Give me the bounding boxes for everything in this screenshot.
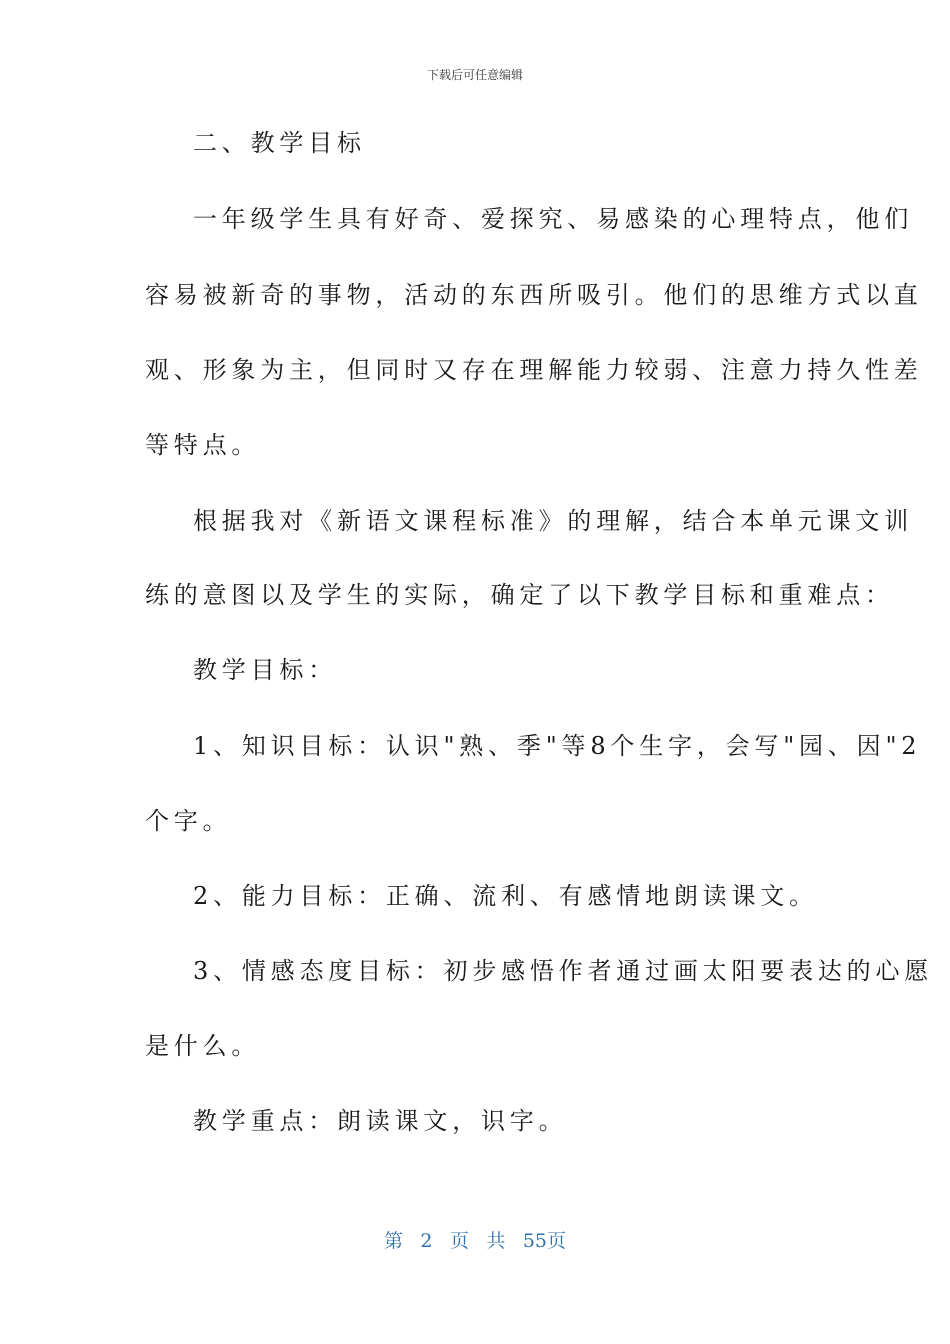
paragraph-line: 观、形象为主，但同时又存在理解能力较弱、注意力持久性差 [145,356,923,384]
page-header-note: 下载后可任意编辑 [426,68,523,82]
paragraph-line: 个字。 [145,807,232,835]
section-heading: 二、教学目标 [193,129,366,157]
paragraph-line: 练的意图以及学生的实际，确定了以下教学目标和重难点： [145,581,894,609]
paragraph-line: 容易被新奇的事物，活动的东西所吸引。他们的思维方式以直 [145,281,923,309]
paragraph-line: 等特点。 [145,431,261,459]
paragraph-line: 是什么。 [145,1032,261,1060]
page-footer-pagination: 第 2 页 共 55页 [383,1230,567,1252]
paragraph-line: 教学重点：朗读课文，识字。 [193,1107,568,1135]
list-item: 2、能力目标：正确、流利、有感情地朗读课文。 [193,882,818,910]
list-item: 3、情感态度目标：初步感悟作者通过画太阳要表达的心愿 [193,957,934,985]
subheading-line: 教学目标： [193,656,337,684]
paragraph-line: 根据我对《新语文课程标准》的理解，结合本单元课文训 [193,507,913,535]
paragraph-line: 一年级学生具有好奇、爱探究、易感染的心理特点，他们 [193,205,913,233]
list-item: 1、知识目标：认识"熟、季"等8个生字，会写"园、因"2 [193,732,922,760]
